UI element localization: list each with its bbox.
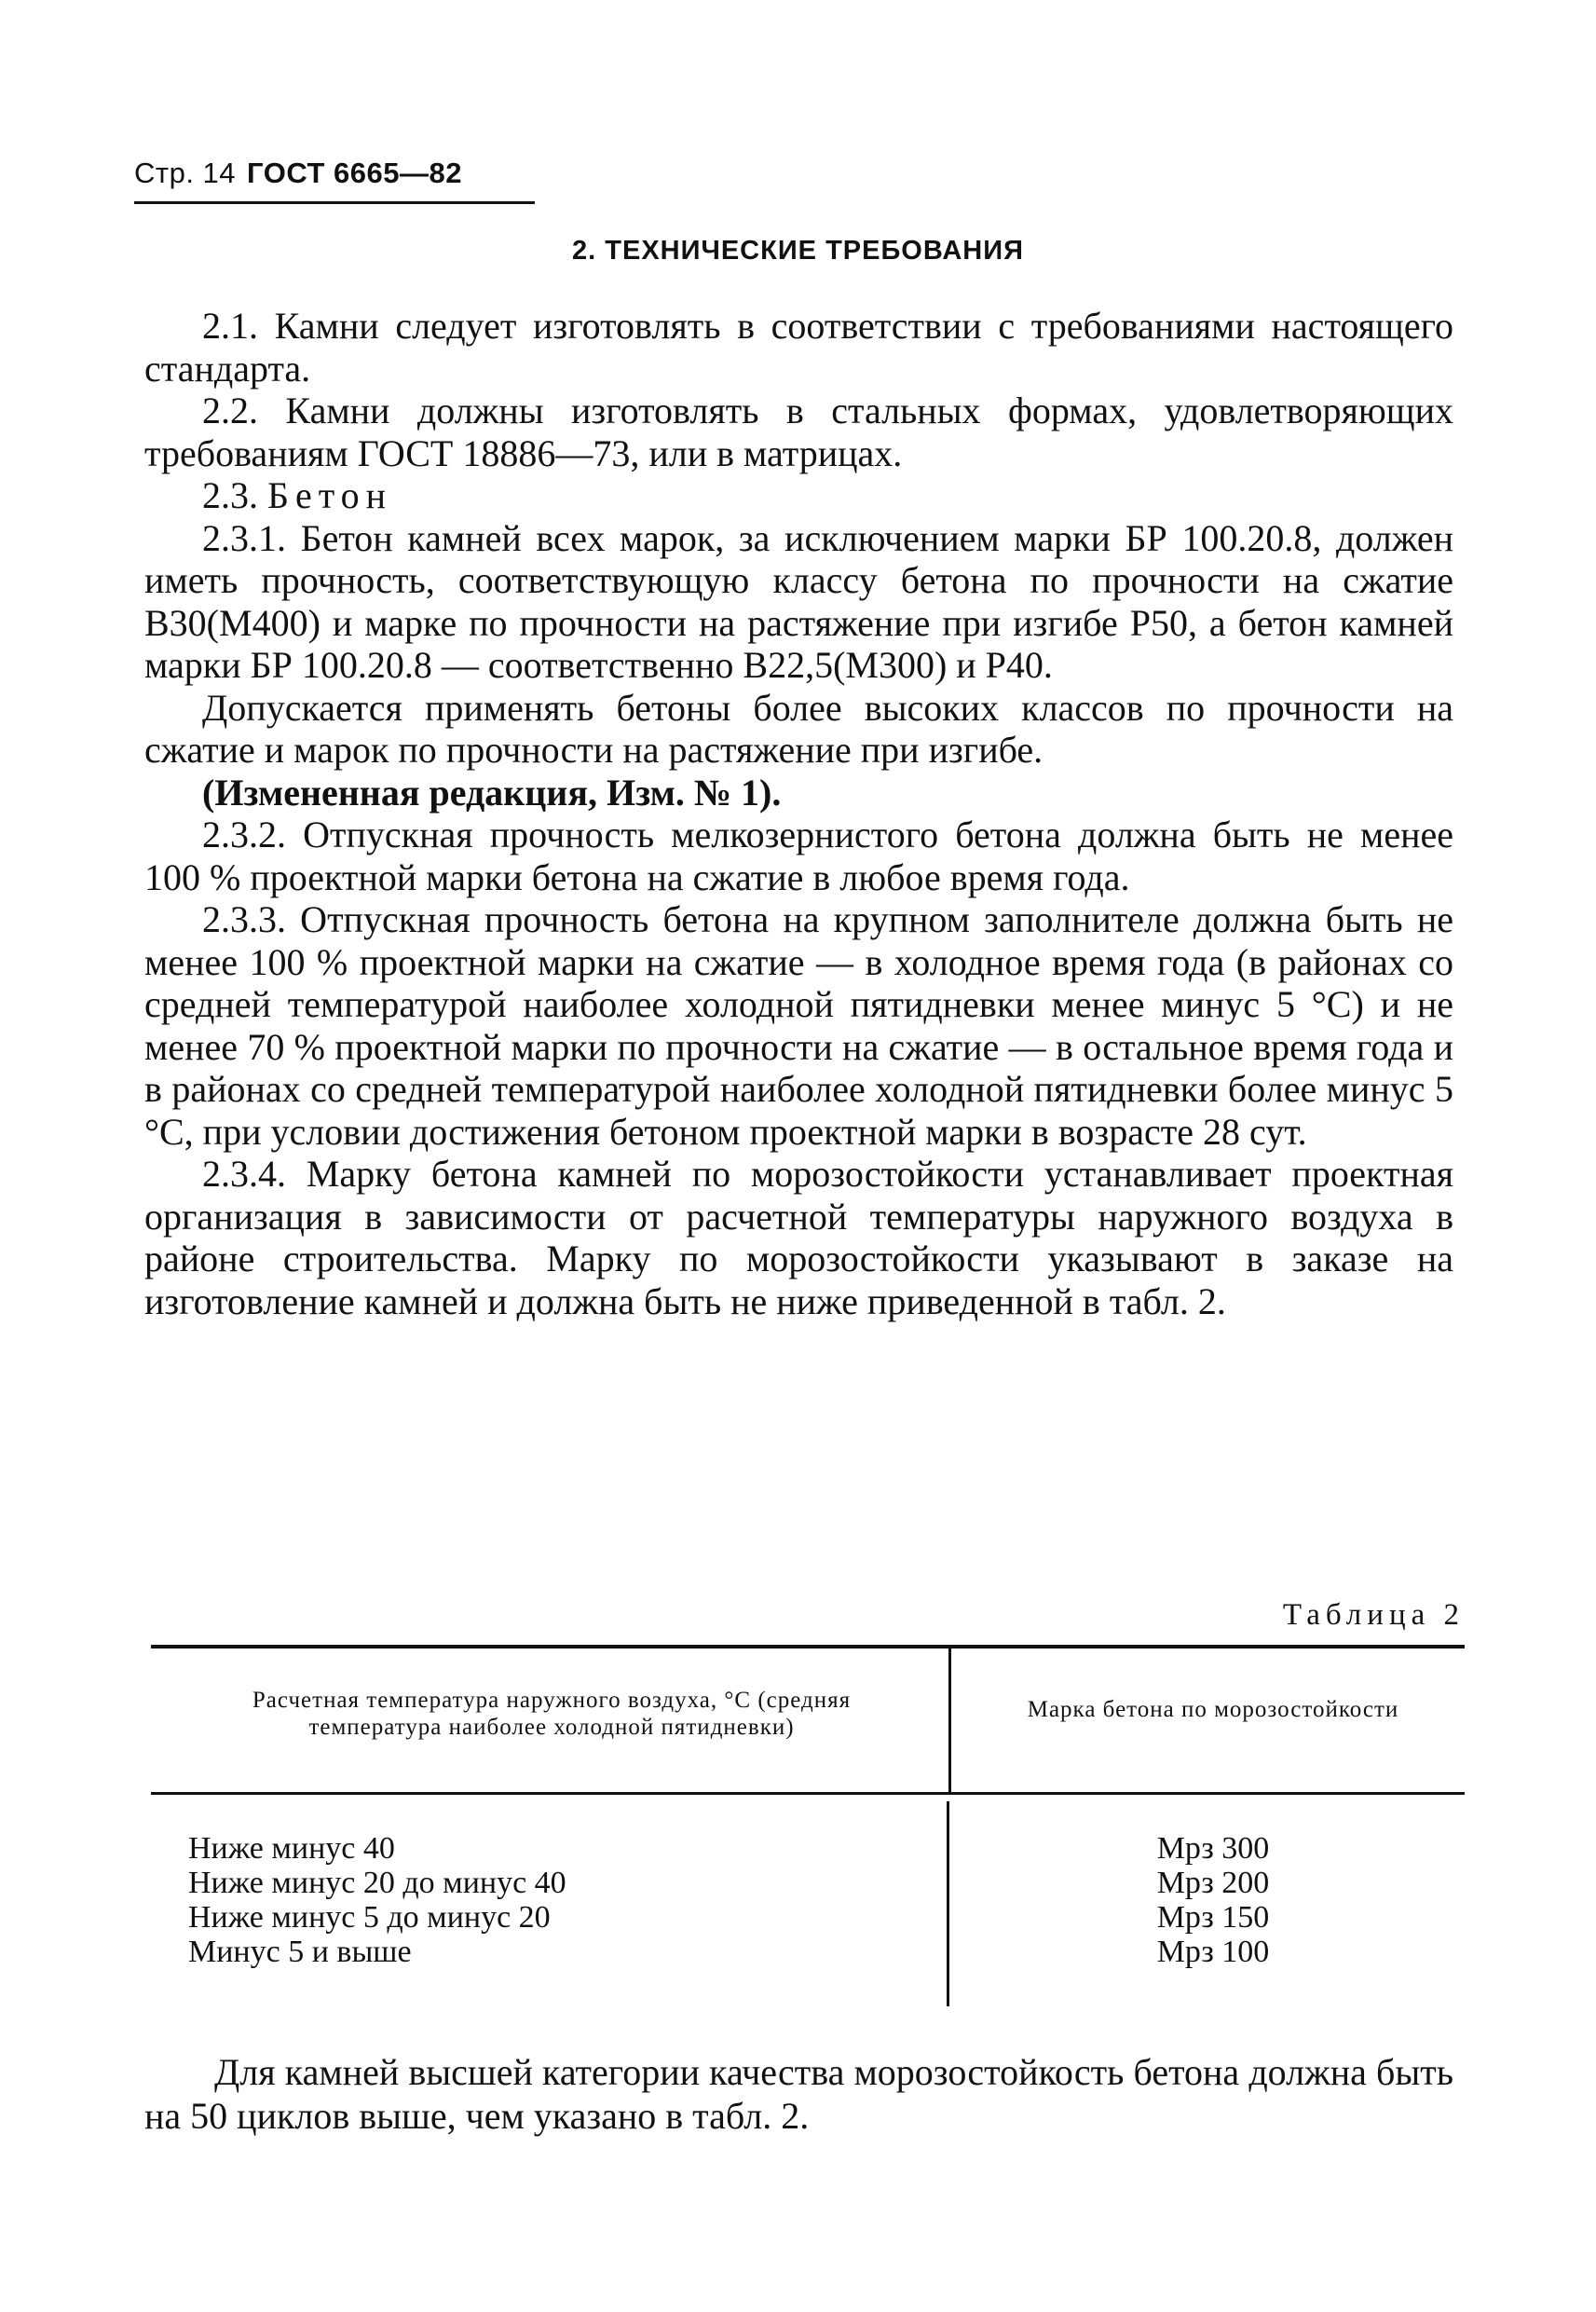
table-cell-temperature: Ниже минус 5 до минус 20 <box>188 1900 551 1935</box>
closing-paragraph: Для камней высшей категории качества морозостойкость бетона должна быть на 50 циклов выше, чем указано в табл. 2. <box>144 2051 1453 2137</box>
paragraph-2-3-3: 2.3.3. Отпускная прочность бетона на крупном заполнителе должна быть не менее 100 % проектной марки на сжатие — в холодное время года (в районах со средней температурой наиболее холодной пятидневки менее минус 5 °С) и не менее 70 % проектной марки по прочности на сжатие — в остальное время года и в районах со средней температурой наиболее холодной пятидневки более минус 5 °С, при условии достижения бетоном проектной марки в возрасте 28 сут. <box>144 898 1453 1153</box>
table-body-divider <box>947 1801 949 2006</box>
paragraph-2-1: 2.1. Камни следует изготовлять в соответствии с требованиями настоящего стандарта. <box>144 305 1453 390</box>
closing-text <box>144 2050 1453 2138</box>
table-cell-grade: Мрз 300 <box>1156 1831 1270 1866</box>
table-grade-column <box>962 1831 1465 1969</box>
paragraph-2-3-1: 2.3.1. Бетон камней всех марок, за исключением марки БР 100.20.8, должен иметь прочность, соответствующую классу бетона по прочности на сжатие В30(М400) и марке по прочности на растяжение при изгибе Р50, а бетон камней марки БР 100.20.8 — соответственно В22,5(М300) и Р40. <box>144 516 1453 686</box>
table-cell-temperature: Ниже минус 20 до минус 40 <box>188 1866 566 1900</box>
table-header-grade: Марка бетона по морозостойкости <box>1027 1697 1399 1722</box>
paragraph-2-2: 2.2. Камни должны изготовлять в стальных формах, удовлетворяющих требованиям ГОСТ 18886—73, или в матрицах. <box>144 390 1453 474</box>
page-number: Стр. 14 <box>134 157 237 189</box>
table-temperature-column <box>188 1831 915 1969</box>
header-rule <box>134 201 535 204</box>
table-caption: Таблица 2 <box>1282 1598 1465 1632</box>
paragraph-2-3-number: 2.3. <box>202 474 258 516</box>
table-cell-temperature: Минус 5 и выше <box>188 1935 412 1969</box>
table-header-rule <box>151 1792 1465 1795</box>
table-cell-temperature: Ниже минус 40 <box>188 1831 395 1866</box>
paragraph-2-3-4: 2.3.4. Марку бетона камней по морозостойкости устанавливает проектная организация в зависимости от расчетной температуры наружного воздуха в районе строительства. Марку по морозостойкости указывают в заказе на изготовление камней и должна быть не ниже приведенной в табл. 2. <box>144 1153 1453 1322</box>
table-top-rule <box>151 1645 1465 1648</box>
paragraph-allowed: Допускается применять бетоны более высоких классов по прочности на сжатие и марок по прочности на растяжение при изгибе. <box>144 686 1453 771</box>
paragraph-2-3-title: Бетон <box>267 474 393 516</box>
table-cell-grade: Мрз 150 <box>1156 1900 1270 1935</box>
table-cell-grade: Мрз 200 <box>1156 1866 1270 1900</box>
table-2 <box>151 1645 1465 2008</box>
table-header-divider <box>948 1645 951 1792</box>
amendment-note: (Измененная редакция, Изм. № 1). <box>202 771 782 814</box>
table-cell-grade: Мрз 100 <box>1156 1935 1270 1969</box>
paragraph-2-3-2: 2.3.2. Отпускная прочность мелкозернистого бетона должна быть не менее 100 % проектной марки бетона на сжатие в любое время года. <box>144 814 1453 898</box>
paragraph-2-3-heading <box>144 474 1453 517</box>
standard-designation: ГОСТ 6665—82 <box>247 157 462 189</box>
table-header-temperature: Расчетная температура наружного воздуха, °С (средняя температура наиболее холодной пятидневки) <box>252 1688 852 1740</box>
section-title: 2. ТЕХНИЧЕСКИЕ ТРЕБОВАНИЯ <box>572 236 1024 266</box>
body-text <box>144 305 1453 1322</box>
page-header <box>134 155 462 192</box>
